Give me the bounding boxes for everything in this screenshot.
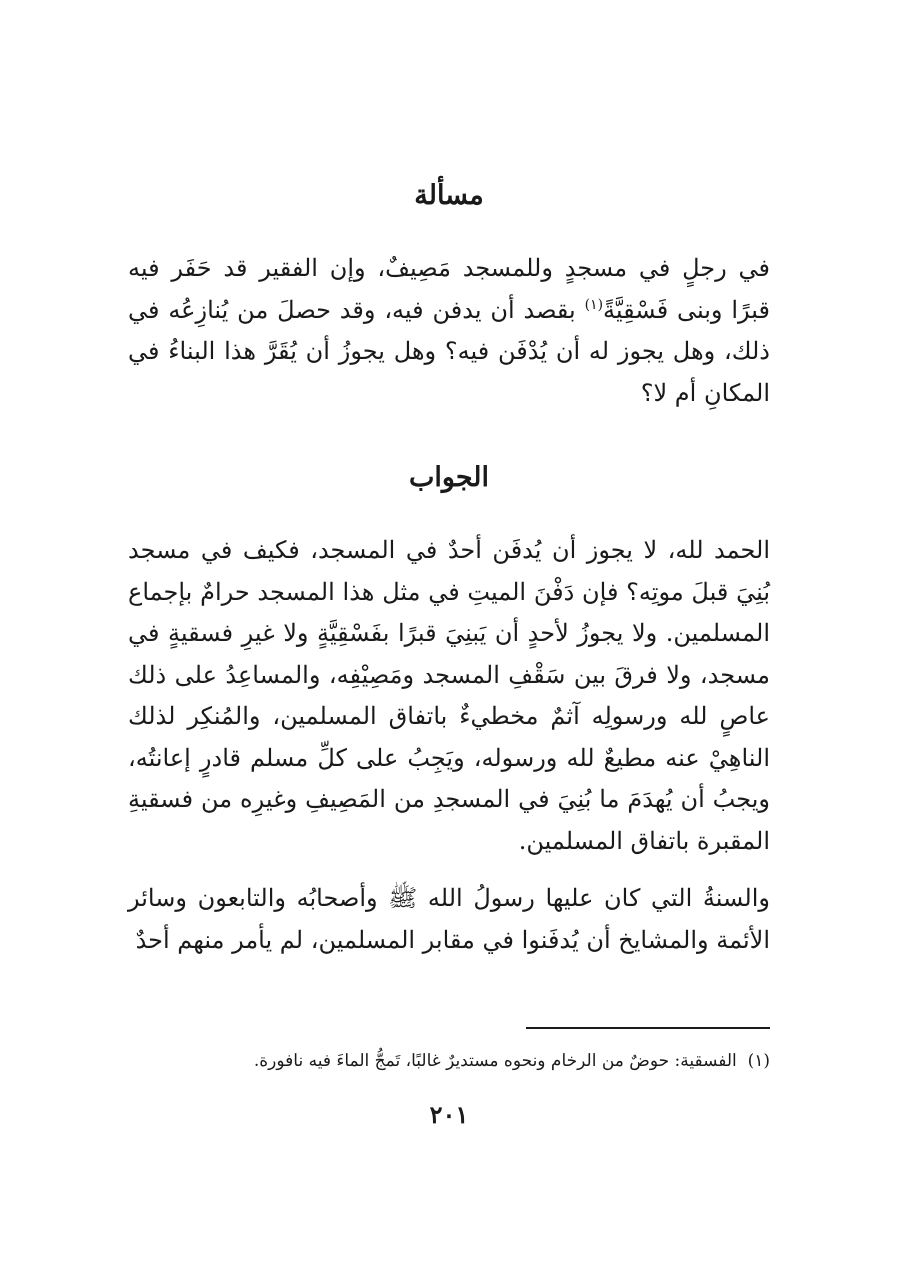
question-text-start: في رجلٍ في مسجدٍ وللمسجد مَصِيفٌ، وإن الفقير قد حَفَر فيه قبرًا وبنى فَسْقِيَّةً [128,254,770,324]
answer-heading: الجواب [408,462,490,493]
page-number: ٢٠١ [429,1100,469,1129]
footnote-reference[interactable]: (١) [584,296,604,313]
footnote [128,1048,770,1074]
question-heading: مسألة [414,180,484,211]
footnote-marker: (١) [747,1051,770,1071]
footnote-divider [526,1027,770,1029]
answer-paragraph-1: الحمد لله، لا يجوز أن يُدفَن أحدٌ في المسجد، فكيف في مسجد بُنِيَ قبلَ موتِه؟ فإن دَفْنَ الميتِ في مثل هذا المسجد حرامٌ بإجماع المسلمين. ولا يجوزُ لأحدٍ أن يَبنِيَ قبرًا بفَسْقِيَّةٍ ولا غيرِ فسقيةٍ في مسجد، ولا فرقَ بين سَقْفِ المسجد ومَصِيْفِه، والمساعِدُ على ذلك عاصٍ لله ورسولِه آثمٌ مخطيءٌ باتفاق المسلمين، والمُنكِر لذلك الناهِيْ عنه مطيعٌ لله ورسوله، ويَجِبُ على كلِّ مسلم قادرٍ إعانتُه، ويجبُ أن يُهدَمَ ما بُنِيَ في المسجدِ من المَصِيفِ وغيرِه من فسقيةِ المقبرة باتفاق المسلمين. [128,536,770,855]
answer-paragraph-2: والسنةُ التي كان عليها رسولُ الله ﷺ وأصحابُه والتابعون وسائر الأئمة والمشايخ أن يُدفَنوا في مقابر المسلمين، لم يأمر منهم أحدٌ [128,884,770,954]
footnote-text: الفسقية: حوضٌ من الرخام ونحوه مستديرٌ غالبًا، تَمجُّ الماءَ فيه نافورة. [253,1051,737,1071]
question-text-end: بقصد أن يدفن فيه، وقد حصلَ من يُنازِعُه في ذلك، وهل يجوز له أن يُدْفَن فيه؟ وهل يجوزُ أن يُقَرَّ هذا البناءُ في المكانِ أم لا؟ [128,295,770,407]
book-page [128,0,770,1271]
question-paragraph [128,248,770,414]
